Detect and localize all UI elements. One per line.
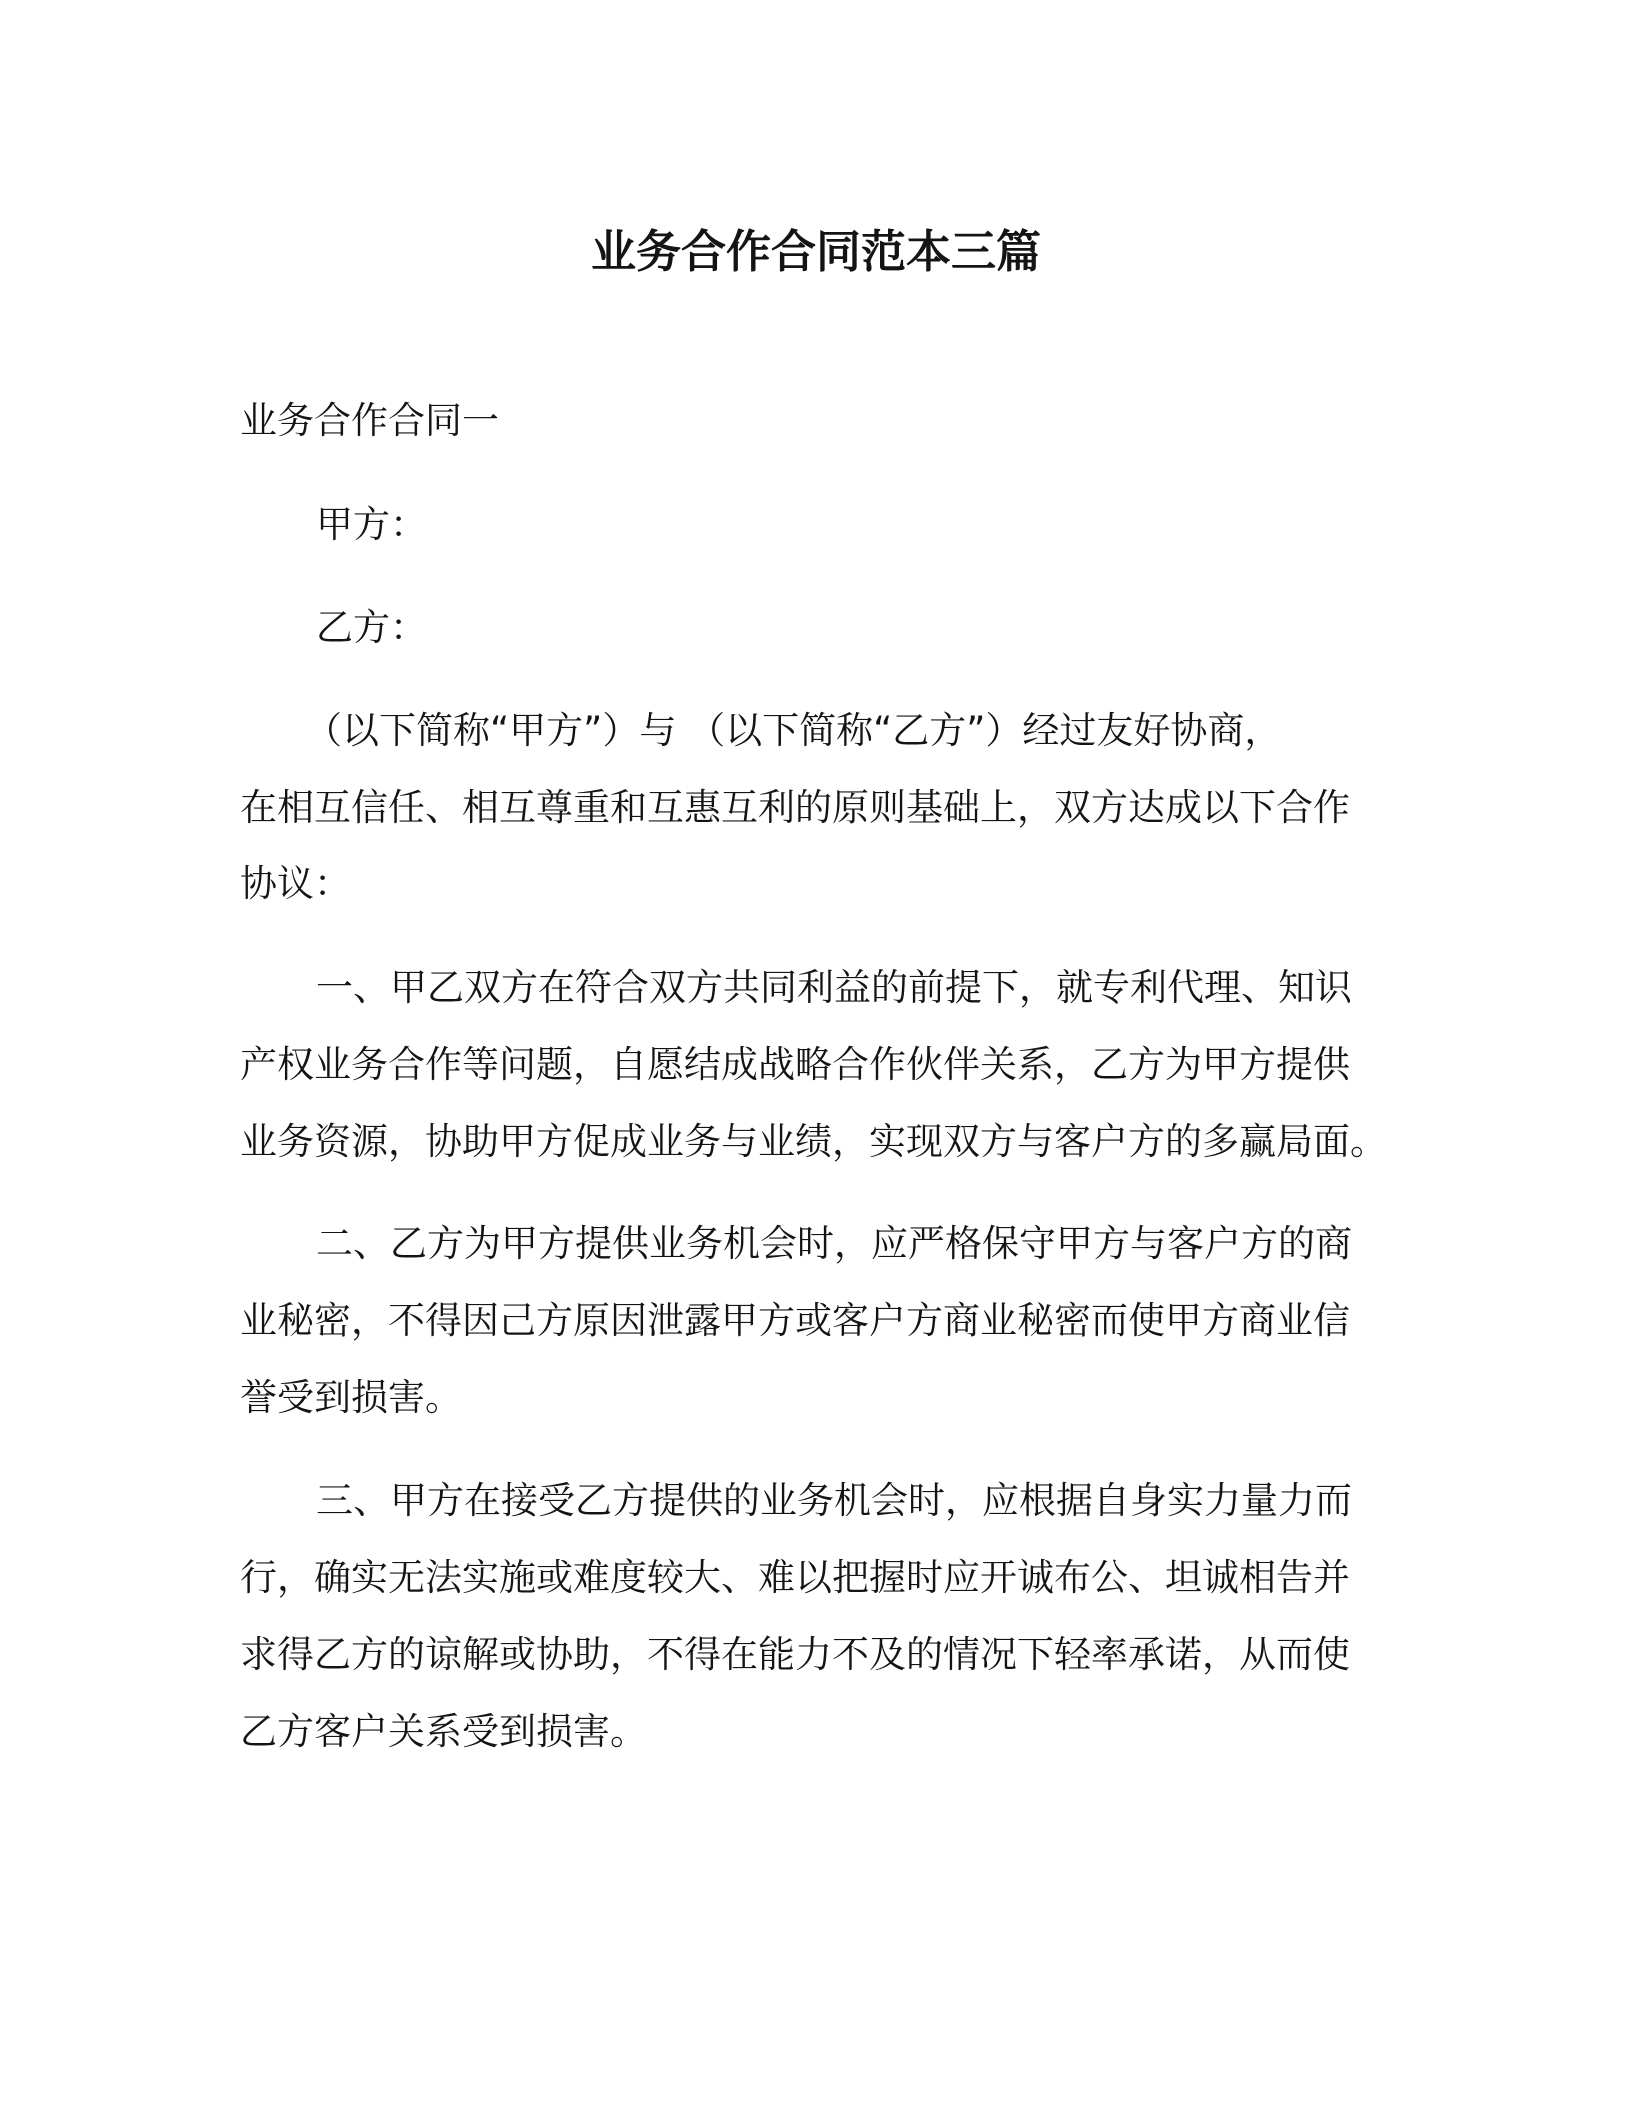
- document-title: 业务合作合同范本三篇: [590, 225, 1041, 278]
- clause3-line-3: 求得乙方的谅解或协助，不得在能力不及的情况下轻率承诺，从而使: [240, 1633, 1350, 1676]
- intro-line-1: （以下简称“甲方”）与 （以下简称“乙方”）经过友好协商，: [305, 709, 1282, 752]
- clause1-line-2: 产权业务合作等问题，自愿结成战略合作伙伴关系，乙方为甲方提供: [240, 1043, 1350, 1086]
- clause2-line-3: 誉受到损害。: [240, 1376, 462, 1419]
- clause1-line-1: 一、甲乙双方在符合双方共同利益的前提下，就专利代理、知识: [316, 966, 1352, 1009]
- clause3-line-1: 三、甲方在接受乙方提供的业务机会时，应根据自身实力量力而: [316, 1479, 1352, 1522]
- clause3-line-2: 行，确实无法实施或难度较大、难以把握时应开诚布公、坦诚相告并: [240, 1556, 1350, 1599]
- clause2-line-2: 业秘密，不得因己方原因泄露甲方或客户方商业秘密而使甲方商业信: [240, 1299, 1350, 1342]
- section-heading: 业务合作合同一: [240, 399, 499, 442]
- clause3-line-4: 乙方客户关系受到损害。: [240, 1710, 647, 1753]
- party-b-label: 乙方：: [316, 606, 427, 649]
- party-a-label: 甲方：: [316, 503, 427, 546]
- intro-line-3: 协议：: [240, 862, 351, 905]
- clause1-line-3: 业务资源，协助甲方促成业务与业绩，实现双方与客户方的多赢局面。: [240, 1120, 1387, 1163]
- clause2-line-1: 二、乙方为甲方提供业务机会时，应严格保守甲方与客户方的商: [316, 1222, 1352, 1265]
- intro-line-2: 在相互信任、相互尊重和互惠互利的原则基础上，双方达成以下合作: [240, 786, 1350, 829]
